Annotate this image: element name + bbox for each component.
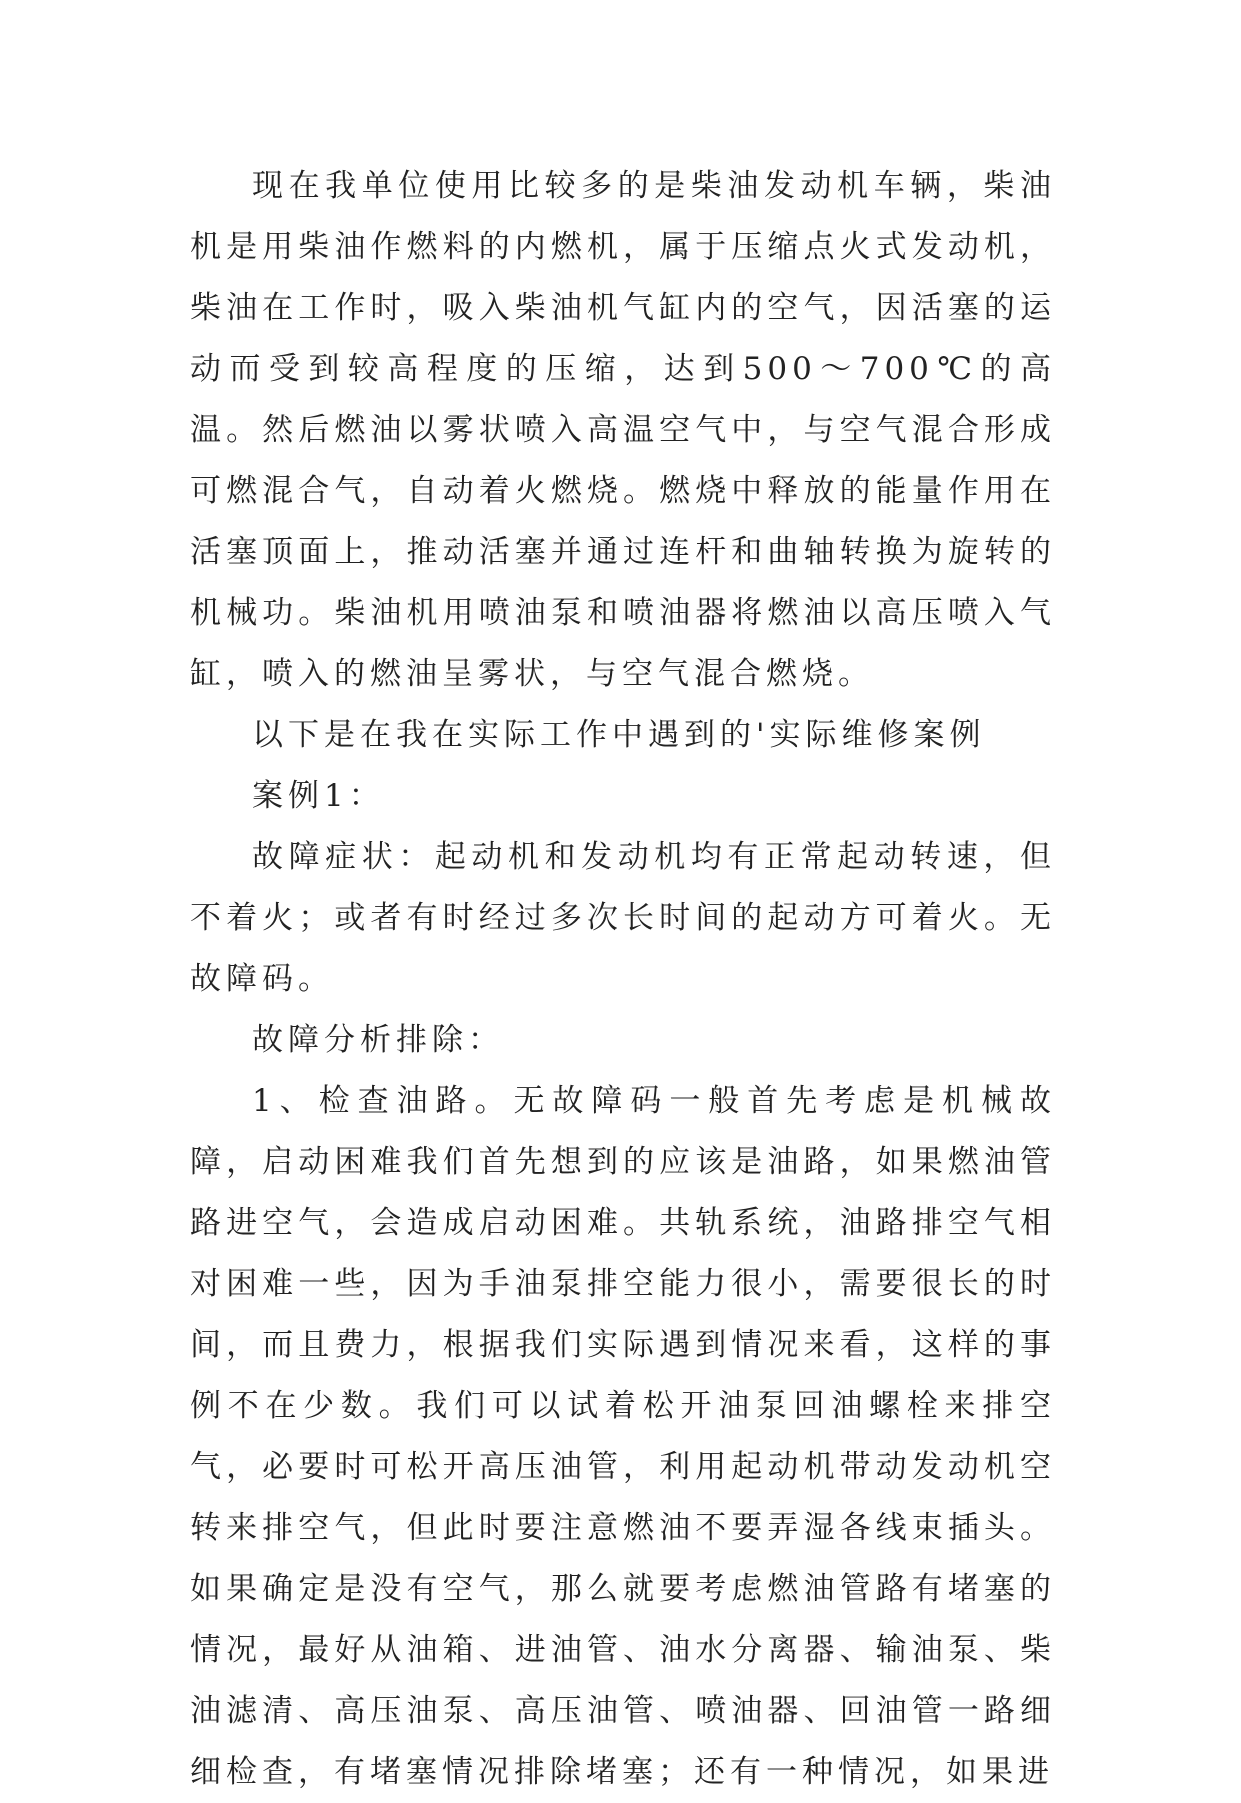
paragraph-diesel-intro: 现在我单位使用比较多的是柴油发动机车辆，柴油机是用柴油作燃料的内燃机，属于压缩点火式发动机，柴油在工作时，吸入柴油机气缸内的空气，因活塞的运动而受到较高程度的压缩，达到500～700℃的高温。然后燃油以雾状喷入高温空气中，与空气混合形成可燃混合气，自动着火燃烧。燃烧中释放的能量作用在活塞顶面上，推动活塞并通过连杆和曲轴转换为旋转的机械功。柴油机用喷油泵和喷油器将燃油以高压喷入气缸，喷入的燃油呈雾状，与空气混合燃烧。: [190, 168, 1056, 692]
paragraph-analysis-heading: 故障分析排除：: [252, 1022, 504, 1058]
document-page: [190, 156, 1056, 1803]
paragraph-cases-intro: 以下是在我在实际工作中遇到的'实际维修案例: [252, 717, 986, 753]
paragraph-check-fuel-line: 1、检查油路。无故障码一般首先考虑是机械故障，启动困难我们首先想到的应该是油路，如果燃油管路进空气，会造成启动困难。共轨系统，油路排空气相对困难一些，因为手油泵排空能力很小，需要很长的时间，而且费力，根据我们实际遇到情况来看，这样的事例不在少数。我们可以试着松开油泵回油螺栓来排空气，必要时可松开高压油管，利用起动机带动发动机空转来排空气，但此时要注意燃油不要弄湿各线束插头。如果确定是没有空气，那么就要考虑燃油管路有堵塞的情况，最好从油箱、进油管、油水分离器、输油泵、柴油滤清、高压油泵、高压油管、喷油器、回油管一路细细检查，有堵塞情况排除堵塞；还有一种情况，如果进: [190, 1083, 1056, 1790]
paragraph-fault-symptom: 故障症状：起动机和发动机均有正常起动转速，但不着火；或者有时经过多次长时间的起动方可着火。无故障码。: [190, 839, 1056, 997]
paragraph-case-title: 案例1：: [252, 778, 385, 814]
